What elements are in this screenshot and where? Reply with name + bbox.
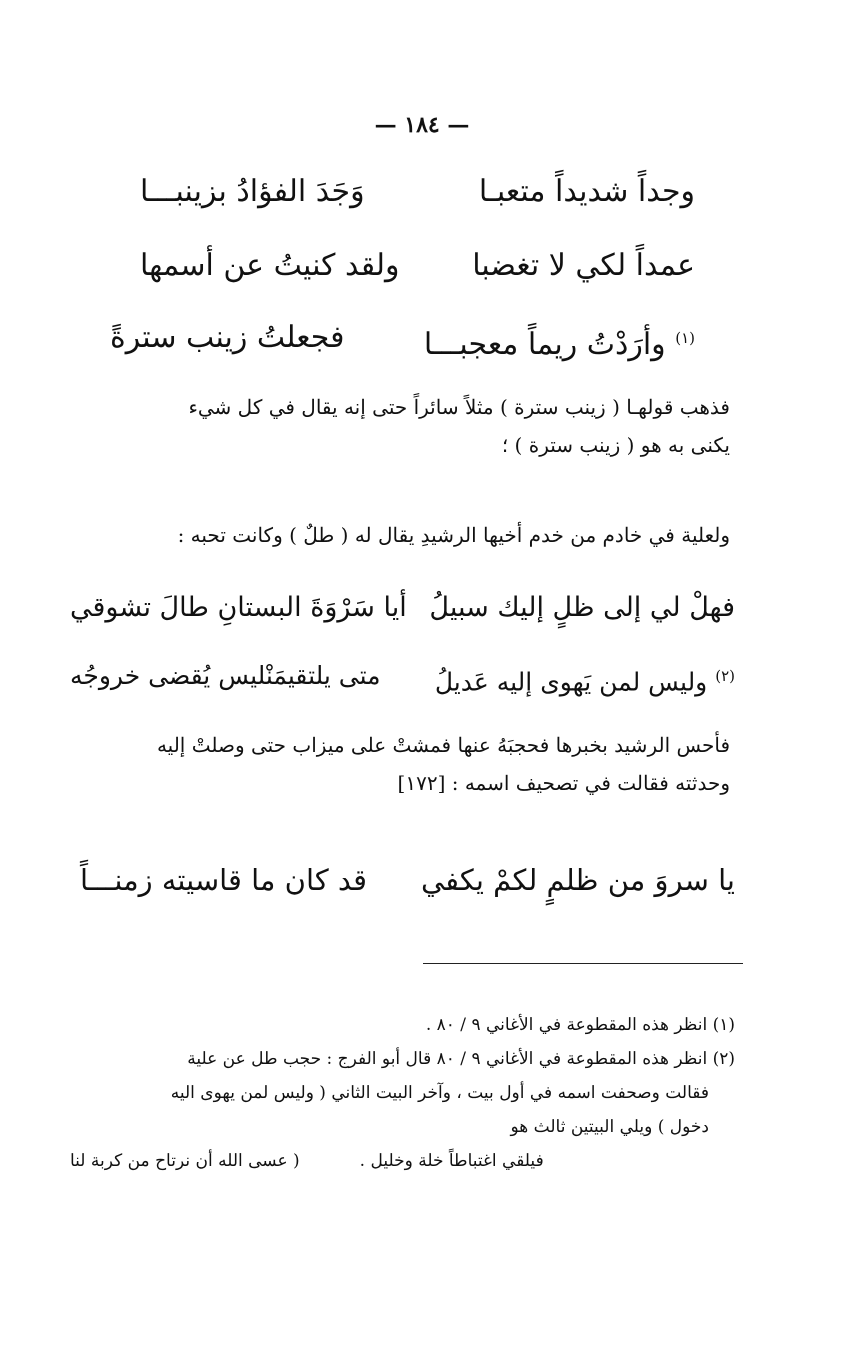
paragraph-2 bbox=[75, 516, 730, 554]
hemistich-right: قد كان ما قاسيته زمنـــاً bbox=[80, 863, 367, 897]
footnotes bbox=[70, 1008, 735, 1178]
hemistich-left: يا سروَ من ظلمٍ لكمْ يكفي bbox=[421, 863, 735, 897]
hemistich-right: متى يلتقيمَنْليس يُقضى خروجُه bbox=[70, 661, 381, 690]
poem2-verse-2 bbox=[70, 656, 735, 702]
poem1-verse-3 bbox=[110, 318, 695, 365]
hemistich-right: أيا سَرْوَةَ البستانِ طالَ تشوقي bbox=[70, 592, 407, 623]
hemistich-left: $^{(٢)}$ وليس لمن يَهوى إليه عَديلُ bbox=[434, 667, 735, 697]
hemistich-left: وجداً شديداً متعبـا bbox=[478, 174, 695, 209]
paragraph-line: وحدثته فقالت في تصحيف اسمه : [١٧٢] bbox=[397, 771, 730, 795]
paragraph-3 bbox=[75, 726, 730, 802]
page-number: — ١٨٤ — bbox=[374, 112, 470, 138]
paragraph-line: ولعلية في خادم من خدم أخيها الرشيدِ يقال له ( طلٌ ) وكانت تحبه : bbox=[177, 523, 730, 547]
poem2-verse-1 bbox=[70, 588, 735, 628]
paragraph-line: فأحس الرشيد بخبرها فحجبَهُ عنها فمشتْ على ميزاب حتى وصلتْ إليه bbox=[156, 733, 730, 757]
paragraph-line: فذهب قولهـا ( زينب سترة ) مثلاً سائراً حتى إنه يقال في كل شيء bbox=[188, 395, 730, 419]
hemistich-right: وَجَدَ الفؤادُ بزينبـــا bbox=[140, 174, 365, 209]
poem3-verse bbox=[80, 860, 735, 900]
footnote-verse-right: ( عسى الله أن نرتاح من كربة لنا bbox=[70, 1151, 300, 1171]
paragraph-line: يكنى به هو ( زينب سترة ) ؛ bbox=[501, 433, 730, 457]
hemistich-right: ولقد كنيتُ عن أسمها bbox=[140, 248, 400, 283]
footnote-ref: (٢) bbox=[715, 667, 735, 685]
hemistich-right: فجعلتُ زينب سترةً bbox=[110, 320, 345, 355]
hemistich-left: $^{(١)}$ وأرَدْتُ ريماً معجبـــا bbox=[423, 327, 695, 362]
footnote-1: (١) انظر هذه المقطوعة في الأغاني ٩ / ٨٠ . bbox=[425, 1015, 735, 1035]
footnote-2-line: (٢) انظر هذه المقطوعة في الأغاني ٩ / ٨٠ قال أبو الفرج : حجب طل عن علية bbox=[187, 1049, 735, 1069]
footnote-2-line: فقالت وصحفت اسمه في أول بيت ، وآخر البيت الثاني ( وليس لمن يهوى اليه bbox=[170, 1083, 709, 1103]
footnote-ref: (١) bbox=[675, 329, 695, 347]
poem1-verse-1 bbox=[140, 172, 695, 212]
footnote-2-verse bbox=[70, 1144, 735, 1178]
hemistich-left: فهلْ لي إلى ظلٍ إليك سبيلُ bbox=[429, 592, 735, 623]
paragraph-1 bbox=[75, 388, 730, 464]
poem1-verse-2 bbox=[140, 246, 695, 286]
footnote-2-line: دخول ) ويلي البيتين ثالث هو bbox=[510, 1117, 709, 1137]
footnote-verse-left: فيلقي اغتباطاً خلة وخليل . bbox=[359, 1151, 544, 1171]
footnote-separator bbox=[423, 963, 743, 964]
hemistich-left: عمداً لكي لا تغضبا bbox=[472, 248, 695, 283]
